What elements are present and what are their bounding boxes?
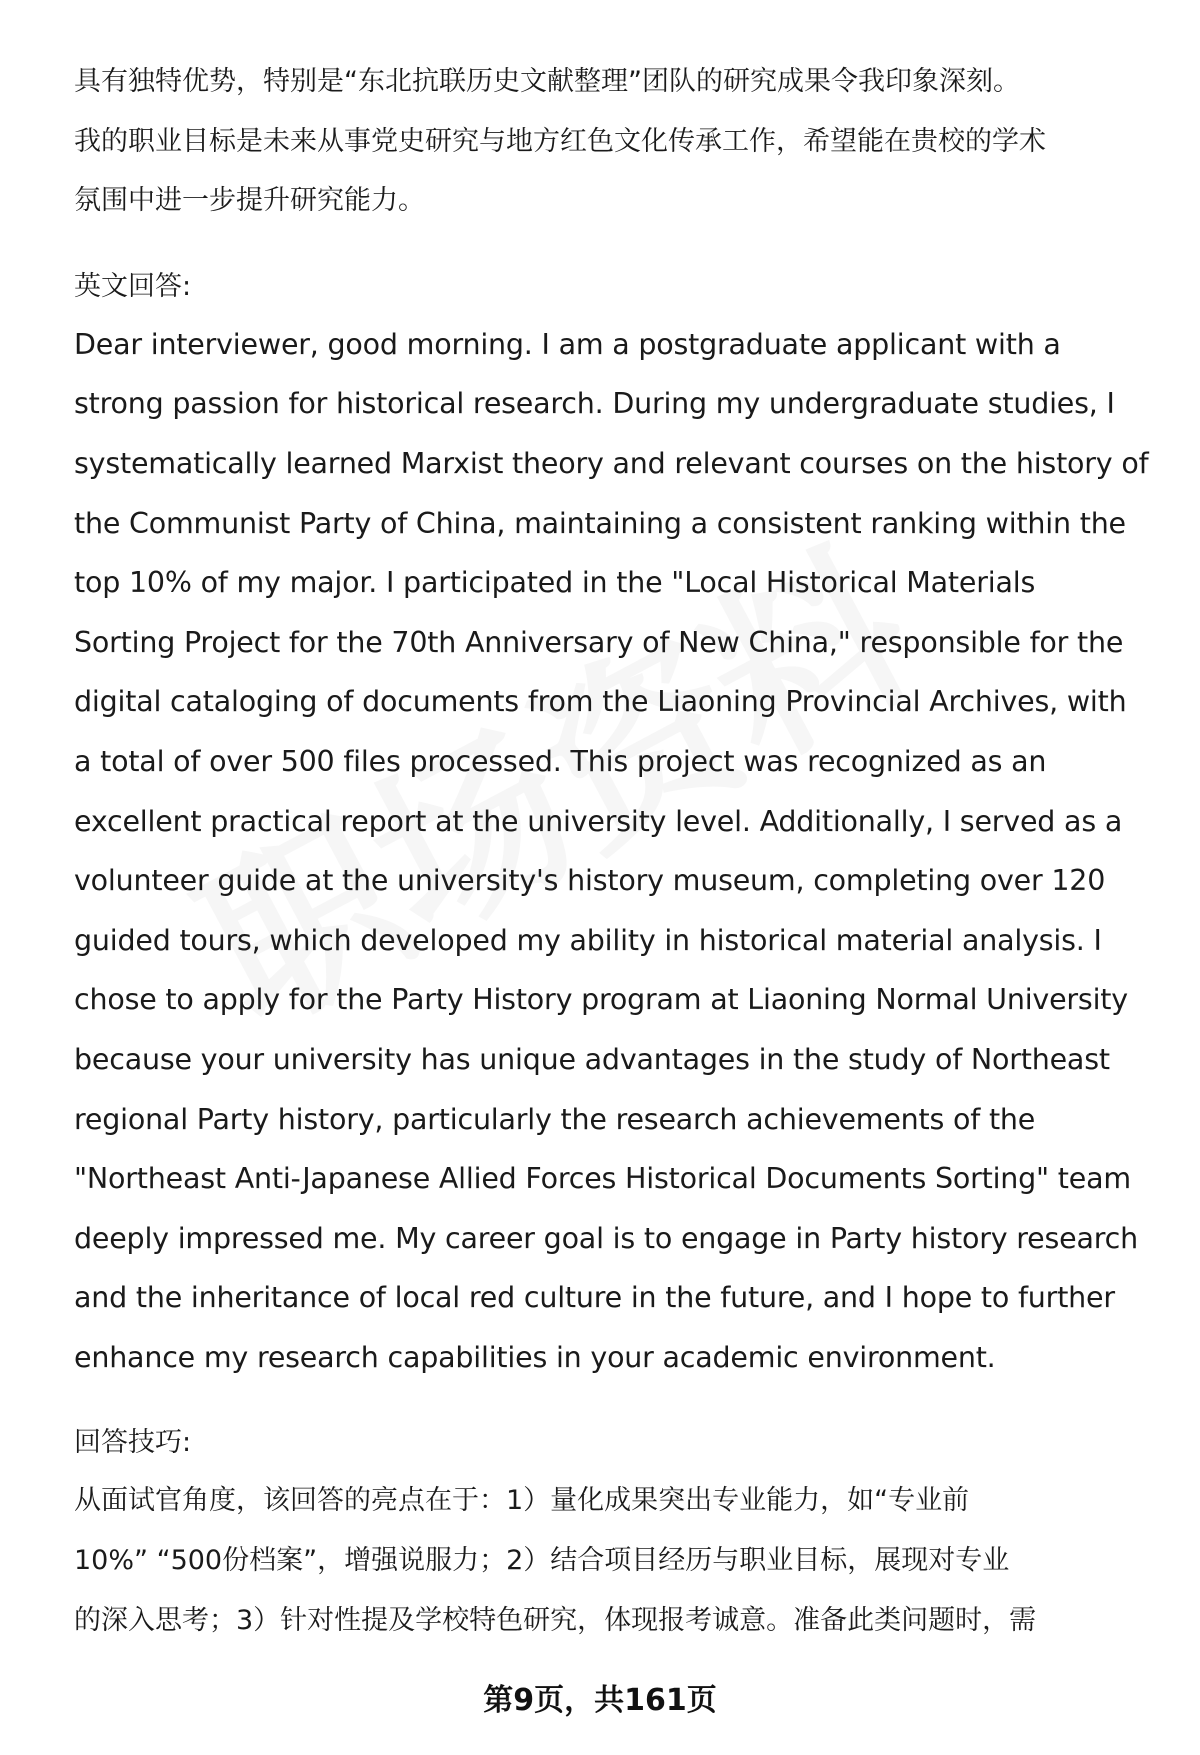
text-line: volunteer guide at the university's history museum, completing over 120 [74,864,1106,898]
text-line: a total of over 500 files processed. This project was recognized as an [74,744,1047,778]
text-line: digital cataloging of documents from the Liaoning Provincial Archives, with [74,685,1127,719]
text-line: Dear interviewer, good morning. I am a postgraduate applicant with a [74,327,1061,361]
text-line: 氛围中进一步提升研究能力。 [74,185,425,217]
intro-paragraph [74,52,1154,231]
text-line: deeply impressed me. My career goal is to engage in Party history research [74,1221,1138,1255]
text-line: enhance my research capabilities in your academic environment. [74,1340,996,1374]
document-page [74,52,1154,1650]
text-line: 具有独特优势，特别是“东北抗联历史文献整理”团队的研究成果令我印象深刻。 [74,66,1020,97]
answer-tips-paragraph [74,1471,1154,1650]
text-line: Sorting Project for the 70th Anniversary of New China," responsible for the [74,625,1124,659]
english-answer-heading: 英文回答: [74,270,192,302]
text-line: regional Party history, particularly the research achievements of the [74,1102,1036,1136]
text-line: and the inheritance of local red culture in the future, and I hope to further [74,1281,1115,1315]
page-number-footer: 第9页，共161页 [483,1683,717,1718]
text-line: because your university has unique advantages in the study of Northeast [74,1042,1110,1076]
text-line: guided tours, which developed my ability in historical material analysis. I [74,923,1102,957]
text-line: excellent practical report at the university level. Additionally, I served as a [74,804,1123,838]
text-line: 从面试官角度，该回答的亮点在于：1）量化成果突出专业能力，如“专业前 [74,1485,970,1517]
text-line: "Northeast Anti-Japanese Allied Forces Historical Documents Sorting" team [74,1162,1131,1196]
text-line: strong passion for historical research. During my undergraduate studies, I [74,387,1115,421]
text-line: systematically learned Marxist theory and relevant courses on the history of [74,446,1149,480]
text-line: chose to apply for the Party History program at Liaoning Normal University [74,983,1128,1017]
text-line: 10%” “500份档案”，增强说服力；2）结合项目经历与职业目标，展现对专业 [74,1545,1010,1577]
text-line: 我的职业目标是未来从事党史研究与地方红色文化传承工作，希望能在贵校的学术 [74,125,1046,157]
text-line: the Communist Party of China, maintaining a consistent ranking within the [74,506,1126,540]
english-answer-paragraph [74,315,1154,1388]
answer-tips-heading: 回答技巧: [74,1427,192,1459]
text-line: top 10% of my major. I participated in the "Local Historical Materials [74,566,1036,600]
text-line: 的深入思考；3）针对性提及学校特色研究，体现报考诚意。准备此类问题时，需 [74,1604,1037,1636]
